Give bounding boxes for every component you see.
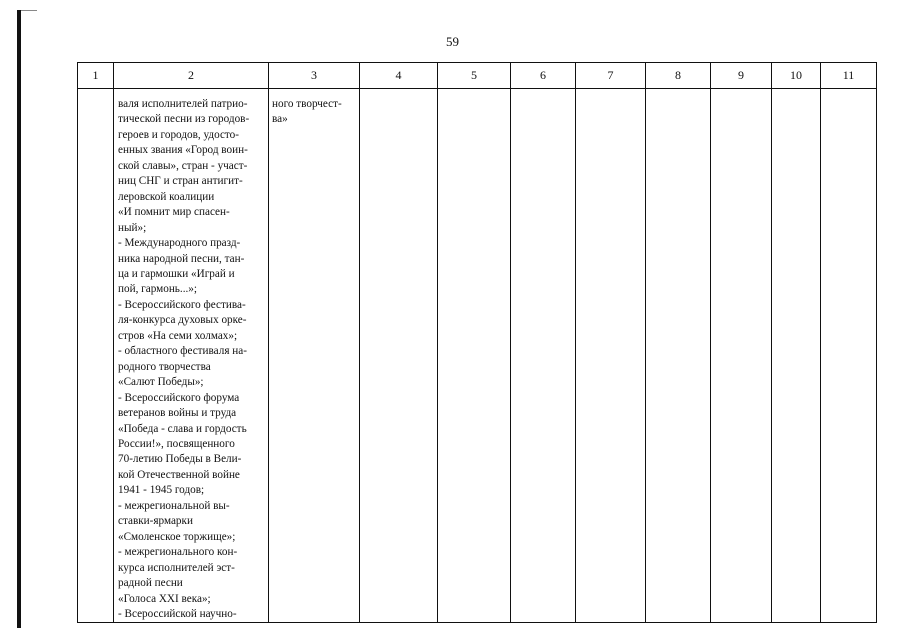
text-line: «Голоса XXI века»; [118, 592, 211, 605]
text-line: ниц СНГ и стран антигит- [118, 175, 243, 188]
text-line: «Салют Победы»; [118, 376, 204, 389]
text-line: ника народной песни, тан- [118, 252, 245, 265]
text-line: - Всероссийского фестива- [118, 298, 246, 311]
table-row [78, 89, 877, 623]
cell-col-2 [114, 89, 269, 623]
text-line: ца и гармошки «Играй и [118, 267, 235, 280]
column-header-9: 9 [711, 63, 772, 89]
column-header-2: 2 [114, 63, 269, 89]
text-line: валя исполнителей патрио- [118, 98, 248, 110]
page-number: 59 [446, 34, 459, 49]
table-header-row [78, 63, 877, 89]
cell-col-4 [360, 89, 438, 623]
text-line: 1941 - 1945 годов; [118, 484, 205, 497]
document-table [77, 62, 877, 623]
scan-edge-tick [21, 10, 37, 11]
text-line: «Победа - слава и гордость [118, 422, 247, 435]
column-header-6: 6 [511, 63, 576, 89]
text-line: «И помнит мир спасен- [118, 206, 230, 219]
column-header-3: 3 [269, 63, 360, 89]
col3-text-block [269, 89, 359, 128]
text-line: героев и городов, удосто- [118, 128, 239, 141]
text-line: - Международного празд- [118, 237, 241, 250]
text-line: радной песни [118, 577, 183, 590]
column-header-1: 1 [78, 63, 114, 89]
cell-col-5 [438, 89, 511, 623]
text-line: тической песни из городов- [118, 113, 250, 126]
text-line: России!», посвященного [118, 437, 235, 450]
text-line: ветеранов войны и труда [118, 407, 237, 420]
column-header-10: 10 [772, 63, 821, 89]
text-line: - областного фестиваля на- [118, 345, 247, 358]
cell-col-3 [269, 89, 360, 623]
text-line: «Смоленское торжище»; [118, 530, 236, 543]
cell-col-1 [78, 89, 114, 623]
text-line: стров «На семи холмах»; [118, 329, 238, 342]
text-line: курса исполнителей эст- [118, 561, 235, 574]
text-line: - межрегиональной вы- [118, 499, 230, 512]
text-line: леровской коалиции [118, 190, 215, 203]
text-line: пой, гармонь...»; [118, 283, 197, 296]
text-line: ской славы», стран - участ- [118, 159, 248, 172]
scan-edge-bar [17, 10, 21, 628]
text-line: кой Отечественной войне [118, 468, 240, 481]
text-line: - Всероссийского форума [118, 391, 240, 404]
cell-col-10 [772, 89, 821, 623]
column-header-8: 8 [646, 63, 711, 89]
text-line: ля-конкурса духовых орке- [118, 314, 247, 327]
cell-col-6 [511, 89, 576, 623]
column-header-7: 7 [576, 63, 646, 89]
cell-col-11 [821, 89, 877, 623]
cell-col-9 [711, 89, 772, 623]
cell-col-7 [576, 89, 646, 623]
text-line: ного творчест- [272, 98, 342, 110]
col2-text-block [114, 89, 268, 622]
column-header-5: 5 [438, 63, 511, 89]
text-line: ный»; [118, 221, 147, 234]
text-line: ва» [272, 113, 288, 126]
cell-col-8 [646, 89, 711, 623]
column-header-11: 11 [821, 63, 877, 89]
text-line: енных звания «Город воин- [118, 144, 248, 157]
text-line: - межрегионального кон- [118, 546, 238, 559]
text-line: ставки-ярмарки [118, 515, 193, 528]
text-line: 70-летию Победы в Вели- [118, 453, 242, 466]
text-line: родного творчества [118, 360, 211, 373]
column-header-4: 4 [360, 63, 438, 89]
text-line: - Всероссийской научно- [118, 607, 237, 620]
